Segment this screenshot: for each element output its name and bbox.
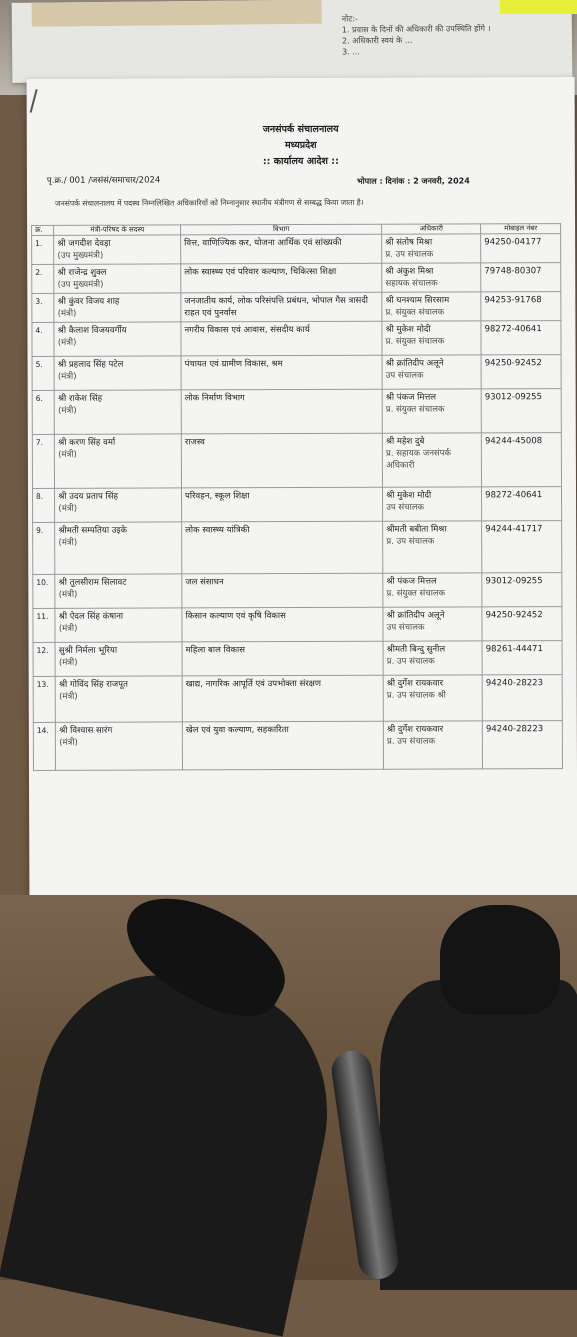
officer-role: प्र. संयुक्त संचालक bbox=[385, 404, 445, 415]
officer-role: उप संचालक bbox=[385, 370, 424, 381]
col-header-mobile: मोबाइल नंबर bbox=[481, 224, 561, 234]
order-title: :: कार्यालय आदेश :: bbox=[262, 155, 339, 168]
table-row bbox=[32, 433, 561, 489]
pen-mark bbox=[30, 89, 38, 113]
table-row bbox=[33, 487, 562, 523]
mobile-cell: 94250-04177 bbox=[481, 234, 561, 263]
member-role: (उप मुख्यमंत्री) bbox=[57, 279, 104, 290]
table-row bbox=[32, 389, 561, 435]
col-header-department: विभाग bbox=[181, 224, 382, 235]
intro-text: जनसंपर्क संचालनालय में पदस्थ निम्नलिखित अधिकारियों को निम्नानुसार स्थानीय मंत्रीगण से सम्बद्ध किया जाता है। bbox=[54, 197, 364, 208]
officer-role: प्र. संयुक्त संचालक bbox=[386, 588, 446, 599]
member-name: श्री राकेश सिंह bbox=[58, 393, 103, 404]
member-role: (मंत्री) bbox=[57, 308, 77, 319]
mobile-cell: 94240-28223 bbox=[482, 721, 562, 769]
member-name: श्रीमती सम्पतिया उइके bbox=[58, 525, 128, 536]
member-cell bbox=[55, 390, 182, 434]
officer-cell bbox=[382, 389, 481, 433]
officer-cell bbox=[382, 433, 481, 487]
member-cell bbox=[55, 608, 182, 642]
member-cell bbox=[56, 676, 183, 722]
member-role: (मंत्री) bbox=[58, 657, 78, 668]
member-name: श्री तुलसीराम सिलावट bbox=[58, 577, 127, 588]
member-name: श्री ऐदल सिंह कंषाना bbox=[58, 611, 124, 622]
serial-cell: 4. bbox=[32, 322, 54, 356]
serial-cell: 5. bbox=[32, 356, 54, 390]
mobile-cell: 94240-28223 bbox=[482, 675, 562, 721]
officer-cell bbox=[383, 675, 482, 721]
mobile-cell: 98272-40641 bbox=[481, 321, 561, 355]
serial-cell: 11. bbox=[33, 608, 55, 642]
officer-role: प्र. उप संचालक bbox=[386, 536, 435, 547]
officer-name: श्री दुर्गेश रायकवार bbox=[386, 678, 444, 689]
officer-role: उप संचालक bbox=[386, 622, 425, 633]
officer-cell bbox=[383, 521, 482, 573]
officer-cell bbox=[383, 487, 482, 521]
member-role: (मंत्री) bbox=[58, 449, 77, 460]
officer-name: श्री पंकज मित्तल bbox=[385, 392, 437, 403]
officer-cell bbox=[382, 263, 481, 292]
officer-name: श्री मुकेश मोदी bbox=[385, 324, 431, 335]
underlying-document bbox=[12, 0, 573, 83]
officer-role: प्र. उप संचालक bbox=[387, 736, 436, 747]
sticky-note bbox=[500, 0, 577, 14]
col-header-member: मंत्री-परिषद के सदस्य bbox=[54, 225, 181, 235]
table-row bbox=[32, 263, 561, 294]
officer-role: प्र. उप संचालक bbox=[385, 249, 434, 260]
member-cell bbox=[54, 264, 181, 293]
department-cell: लोक स्वास्थ्य यांत्रिकी bbox=[182, 521, 383, 574]
state-title: मध्यप्रदेश bbox=[284, 139, 317, 152]
mobile-cell: 94250-92452 bbox=[481, 355, 561, 389]
department-cell: जनजातीय कार्य, लोक परिसंपत्ति प्रबंधन, भोपाल गैस त्रासदी राहत एवं पुनर्वास bbox=[181, 292, 382, 322]
officer-name: श्री दुर्गेश रायकवार bbox=[386, 724, 444, 735]
member-name: श्री गोविंद सिंह राजपूत bbox=[59, 679, 128, 690]
member-cell bbox=[55, 488, 182, 522]
note-line-2: 2. अधिकारी स्वयं के ... bbox=[341, 35, 413, 46]
table-row bbox=[33, 573, 562, 609]
member-role: (मंत्री) bbox=[57, 371, 77, 382]
member-role: (मंत्री) bbox=[58, 405, 77, 416]
underlying-paper-strip bbox=[32, 0, 322, 27]
department-cell: परिवहन, स्कूल शिक्षा bbox=[182, 487, 383, 522]
mobile-cell: 94244-41717 bbox=[482, 521, 562, 573]
officer-cell bbox=[382, 234, 481, 263]
table-row bbox=[33, 721, 562, 771]
department-title: जनसंपर्क संचालनालय bbox=[262, 123, 339, 136]
member-cell bbox=[54, 356, 181, 390]
department-cell: जल संसाधन bbox=[182, 573, 383, 608]
officer-role: प्र. उप संचालक bbox=[386, 656, 435, 667]
officer-name: श्री मुकेश मोदी bbox=[386, 490, 432, 501]
officer-cell bbox=[383, 641, 482, 675]
serial-cell: 10. bbox=[33, 574, 55, 608]
mobile-cell: 94244-45008 bbox=[481, 433, 561, 487]
member-cell bbox=[54, 235, 181, 264]
col-header-officer: अधिकारी bbox=[382, 224, 481, 234]
officer-cell bbox=[382, 355, 481, 389]
officer-cell bbox=[383, 607, 482, 641]
member-role: (मंत्री) bbox=[58, 503, 78, 514]
department-cell: पंचायत एवं ग्रामीण विकास, श्रम bbox=[181, 355, 382, 390]
mobile-cell: 79748-80307 bbox=[481, 263, 561, 292]
department-cell: लोक स्वास्थ्य एवं परिवार कल्याण, चिकित्सा शिक्षा bbox=[181, 263, 382, 293]
officer-name: श्री पंकज मित्तल bbox=[386, 576, 437, 587]
serial-cell: 1. bbox=[32, 235, 54, 264]
note-line-3: 3. ... bbox=[342, 47, 360, 57]
officer-name: श्री अंकुश मिश्रा bbox=[385, 266, 434, 277]
trouser-leg-right bbox=[380, 980, 577, 1290]
member-cell bbox=[55, 642, 182, 676]
member-name: श्री करण सिंह वर्मा bbox=[58, 437, 116, 448]
place-date: भोपाल : दिनांक : 2 जनवरी, 2024 bbox=[356, 176, 470, 186]
department-cell: महिला बाल विकास bbox=[182, 641, 383, 676]
member-name: श्री जगदीश देवड़ा bbox=[57, 238, 111, 249]
table-row bbox=[33, 521, 562, 575]
mobile-cell: 98272-40641 bbox=[482, 487, 562, 521]
officer-name: श्री घनश्याम सिरसाम bbox=[385, 295, 450, 306]
officer-cell bbox=[382, 321, 481, 355]
serial-cell: 9. bbox=[33, 522, 56, 574]
table-row bbox=[33, 641, 562, 677]
department-cell: खेल एवं युवा कल्याण, सहकारिता bbox=[182, 721, 383, 770]
note-label: नोट:- bbox=[341, 14, 358, 24]
serial-cell: 7. bbox=[32, 434, 55, 488]
serial-cell: 14. bbox=[33, 722, 56, 770]
officer-cell bbox=[382, 292, 481, 321]
member-role: (मंत्री) bbox=[58, 589, 78, 600]
office-order-document bbox=[27, 77, 577, 897]
department-cell: लोक निर्माण विभाग bbox=[181, 389, 382, 434]
table-row bbox=[32, 292, 561, 323]
serial-cell: 2. bbox=[32, 264, 54, 293]
mobile-cell: 94250-92452 bbox=[482, 607, 562, 641]
member-role: (मंत्री) bbox=[59, 737, 78, 748]
member-name: सुश्री निर्मला भूरिया bbox=[58, 645, 118, 656]
member-role: (मंत्री) bbox=[57, 337, 77, 348]
table-row bbox=[32, 234, 561, 265]
member-name: श्री प्रहलाद सिंह पटेल bbox=[57, 359, 124, 370]
member-role: (मंत्री) bbox=[58, 537, 78, 548]
officer-name: श्री क्रांतिदीप अलूने bbox=[385, 358, 444, 369]
department-cell: किसान कल्याण एवं कृषि विकास bbox=[182, 607, 383, 642]
serial-cell: 6. bbox=[32, 390, 54, 434]
note-line-1: 1. प्रवास के दिनों की अधिकारी की उपस्थिति होंगे । bbox=[341, 23, 491, 35]
department-cell: नगरीय विकास एवं आवास, संसदीय कार्य bbox=[181, 321, 382, 356]
table-row bbox=[33, 607, 562, 643]
table-row bbox=[33, 675, 562, 723]
officer-role: उप संचालक bbox=[386, 502, 425, 513]
member-name: श्री कुंवर विजय शाह bbox=[57, 296, 120, 307]
officer-role: प्र. उप संचालक श्री bbox=[386, 690, 446, 701]
officer-role: प्र. सहायक जनसंपर्क अधिकारी bbox=[386, 448, 452, 471]
officer-role: प्र. संयुक्त संचालक bbox=[385, 307, 445, 318]
department-cell: वित्त, वाणिज्यिक कर, योजना आर्थिक एवं सांख्यकी bbox=[181, 234, 382, 264]
officer-name: श्रीमती बबीता मिश्रा bbox=[386, 524, 447, 535]
table-row bbox=[32, 355, 561, 391]
officer-name: श्री क्रांतिदीप अलूने bbox=[386, 610, 445, 621]
table-row bbox=[32, 321, 561, 357]
serial-cell: 3. bbox=[32, 293, 54, 322]
member-name: श्री विश्वास सारंग bbox=[59, 725, 113, 736]
mobile-cell: 98261-44471 bbox=[482, 641, 562, 675]
member-role: (उप मुख्यमंत्री) bbox=[57, 250, 104, 261]
member-cell bbox=[55, 574, 182, 608]
order-number: पृ.क्र./ 001 /जसंसं/समाचार/2024 bbox=[46, 175, 161, 186]
department-cell: राजस्व bbox=[181, 433, 382, 488]
serial-cell: 13. bbox=[33, 676, 56, 722]
underlying-note bbox=[342, 11, 577, 58]
member-cell bbox=[55, 522, 182, 574]
member-role: (मंत्री) bbox=[58, 623, 78, 634]
member-name: श्री राजेन्द्र शुक्ल bbox=[57, 267, 107, 278]
department-cell: खाद्य, नागरिक आपूर्ति एवं उपभोक्ता संरक्षण bbox=[182, 675, 383, 722]
officer-cell bbox=[383, 721, 482, 769]
mobile-cell: 94253-91768 bbox=[481, 292, 561, 321]
officer-name: श्रीमती बिन्दु सुनील bbox=[386, 644, 446, 655]
member-cell bbox=[55, 434, 182, 488]
officer-name: श्री महेश दुबे bbox=[385, 436, 425, 447]
officer-role: प्र. संयुक्त संचालक bbox=[385, 336, 445, 347]
shoe-right bbox=[440, 905, 560, 1015]
mobile-cell: 93012-09255 bbox=[481, 389, 561, 433]
officer-role: सहायक संचालक bbox=[385, 278, 438, 289]
assignment-table bbox=[31, 223, 563, 771]
officer-cell bbox=[383, 573, 482, 607]
col-header-serial: क्र. bbox=[32, 225, 54, 235]
member-cell bbox=[54, 322, 181, 356]
member-cell bbox=[54, 293, 181, 322]
serial-cell: 12. bbox=[33, 642, 55, 676]
mobile-cell: 93012-09255 bbox=[482, 573, 562, 607]
member-name: श्री कैलाश विजयवर्गीय bbox=[57, 325, 127, 336]
serial-cell: 8. bbox=[33, 488, 55, 522]
member-role: (मंत्री) bbox=[59, 691, 78, 702]
member-cell bbox=[56, 722, 183, 770]
officer-name: श्री संतोष मिश्रा bbox=[385, 237, 433, 248]
member-name: श्री उदय प्रताप सिंह bbox=[58, 491, 119, 502]
